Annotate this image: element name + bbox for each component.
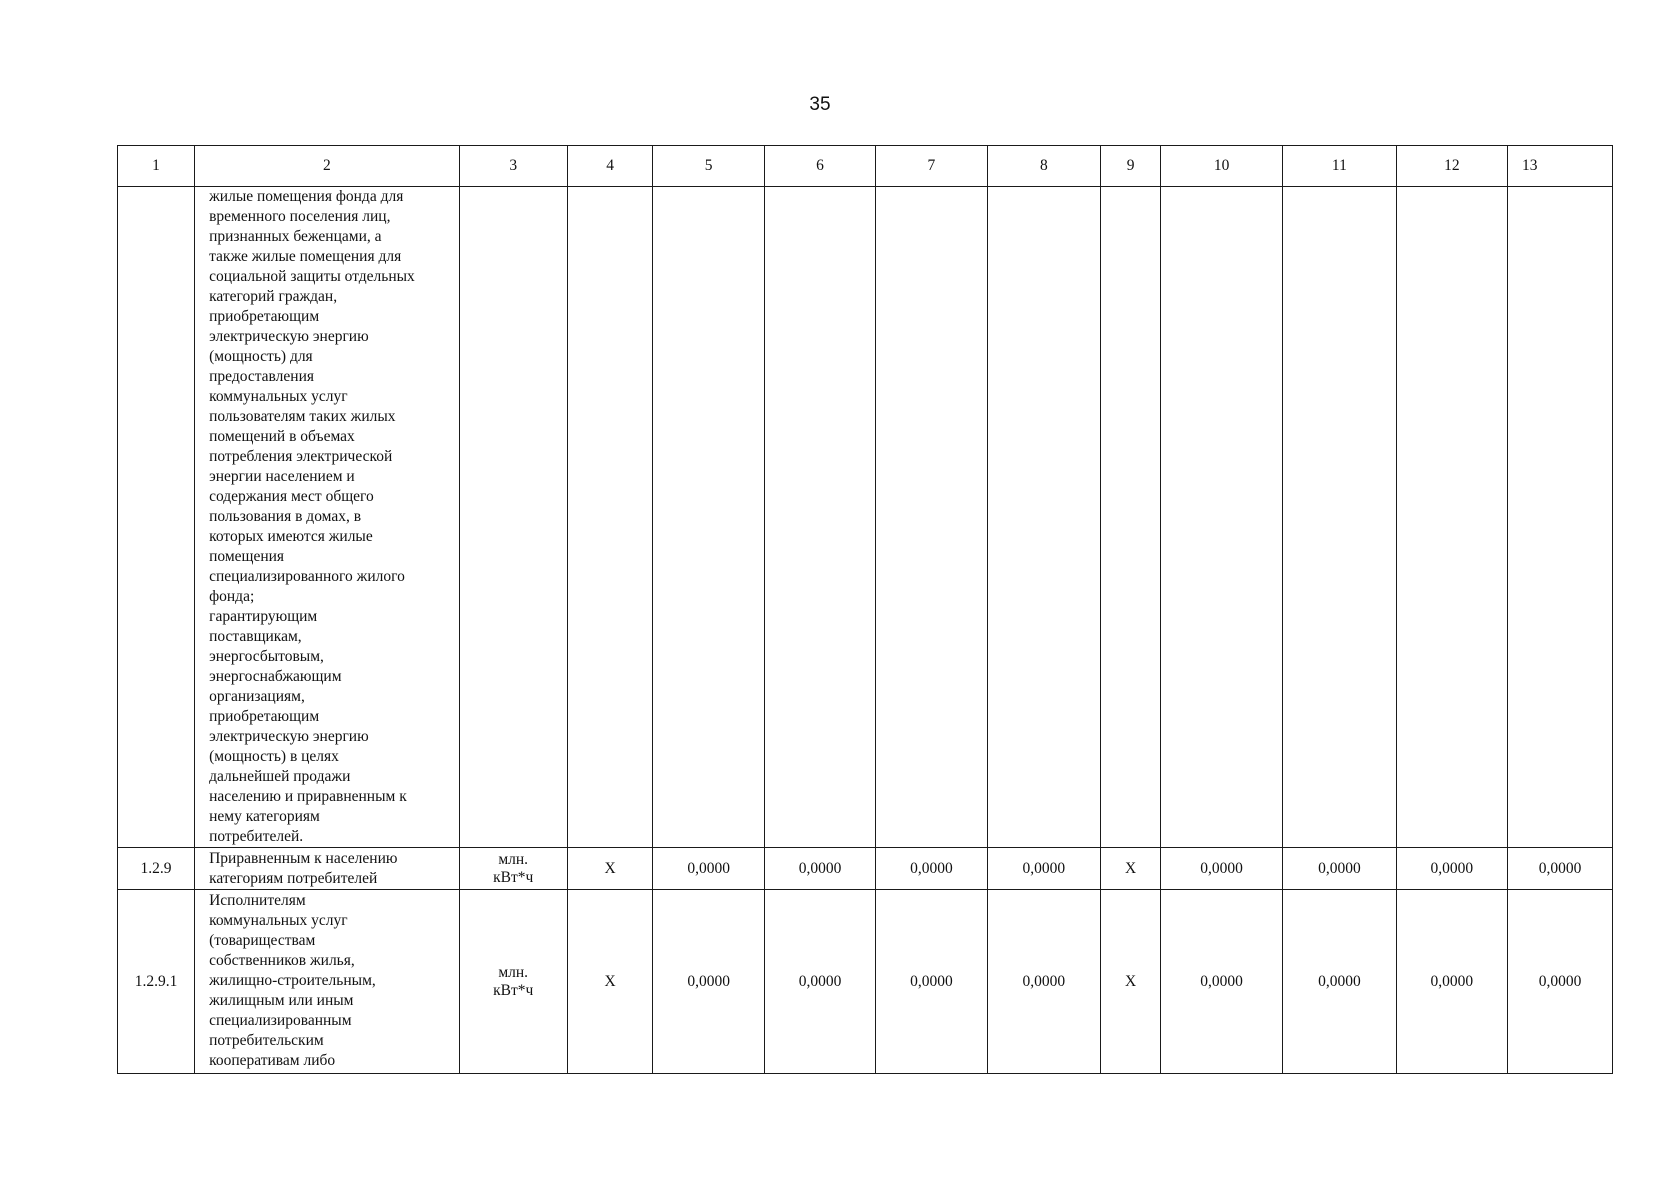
value-cell: X bbox=[567, 890, 653, 1074]
column-header: 11 bbox=[1283, 146, 1397, 187]
value-cell: 0,0000 bbox=[987, 890, 1101, 1074]
value-cell bbox=[876, 187, 987, 848]
value-cell bbox=[1396, 187, 1507, 848]
row-id: 1.2.9 bbox=[118, 848, 195, 890]
data-table bbox=[117, 145, 1613, 1074]
column-header: 7 bbox=[876, 146, 987, 187]
column-header: 5 bbox=[653, 146, 764, 187]
value-cell bbox=[1508, 187, 1613, 848]
value-cell: 0,0000 bbox=[764, 890, 875, 1074]
column-header: 6 bbox=[764, 146, 875, 187]
row-unit: млн. кВт*ч bbox=[459, 848, 567, 890]
value-cell: 0,0000 bbox=[653, 890, 764, 1074]
column-header: 13 bbox=[1508, 146, 1613, 187]
value-cell: 0,0000 bbox=[1161, 890, 1283, 1074]
row-id bbox=[118, 187, 195, 848]
value-cell: 0,0000 bbox=[987, 848, 1101, 890]
value-cell bbox=[567, 187, 653, 848]
value-cell: 0,0000 bbox=[1396, 890, 1507, 1074]
value-cell: 0,0000 bbox=[876, 890, 987, 1074]
column-header: 4 bbox=[567, 146, 653, 187]
value-cell: X bbox=[1101, 848, 1161, 890]
value-cell bbox=[1101, 187, 1161, 848]
column-header: 3 bbox=[459, 146, 567, 187]
value-cell: 0,0000 bbox=[1283, 890, 1397, 1074]
table-row bbox=[118, 848, 1613, 890]
row-unit: млн. кВт*ч bbox=[459, 890, 567, 1074]
column-header: 2 bbox=[195, 146, 460, 187]
row-name: жилые помещения фонда для временного поселения лиц, признанных беженцами, а также жилые помещения для социальной защиты отдельных категорий граждан, приобретающим электрическую энергию (мощность) для предоставления коммунальных услуг пользователям таких жилых помещений в объемах потребления электрической энергии населением и содержания мест общего пользования в домах, в которых имеются жилые помещения специализированного жилого фонда; гарантирующим поставщикам, энергосбытовым, энергоснабжающим организациям, приобретающим электрическую энергию (мощность) в целях дальнейшей продажи населению и приравненным к нему категориям потребителей. bbox=[195, 187, 460, 848]
value-cell: 0,0000 bbox=[1396, 848, 1507, 890]
row-unit bbox=[459, 187, 567, 848]
header-row bbox=[118, 146, 1613, 187]
column-header: 1 bbox=[118, 146, 195, 187]
column-header: 9 bbox=[1101, 146, 1161, 187]
row-name: Исполнителям коммунальных услуг (товариществам собственников жилья, жилищно-строительным, жилищным или иным специализированным потребительским кооперативам либо bbox=[195, 890, 460, 1074]
value-cell: 0,0000 bbox=[1283, 848, 1397, 890]
value-cell: X bbox=[1101, 890, 1161, 1074]
value-cell bbox=[1161, 187, 1283, 848]
column-header: 8 bbox=[987, 146, 1101, 187]
value-cell: 0,0000 bbox=[1161, 848, 1283, 890]
column-header: 10 bbox=[1161, 146, 1283, 187]
row-name: Приравненным к населению категориям потребителей bbox=[195, 848, 460, 890]
value-cell: 0,0000 bbox=[1508, 890, 1613, 1074]
table-row bbox=[118, 890, 1613, 1074]
value-cell bbox=[764, 187, 875, 848]
page-number: 35 bbox=[809, 94, 831, 115]
value-cell: 0,0000 bbox=[653, 848, 764, 890]
value-cell bbox=[987, 187, 1101, 848]
value-cell bbox=[1283, 187, 1397, 848]
value-cell: 0,0000 bbox=[1508, 848, 1613, 890]
value-cell bbox=[653, 187, 764, 848]
row-id: 1.2.9.1 bbox=[118, 890, 195, 1074]
value-cell: 0,0000 bbox=[764, 848, 875, 890]
value-cell: 0,0000 bbox=[876, 848, 987, 890]
value-cell: X bbox=[567, 848, 653, 890]
table-row bbox=[118, 187, 1613, 848]
column-header: 12 bbox=[1396, 146, 1507, 187]
